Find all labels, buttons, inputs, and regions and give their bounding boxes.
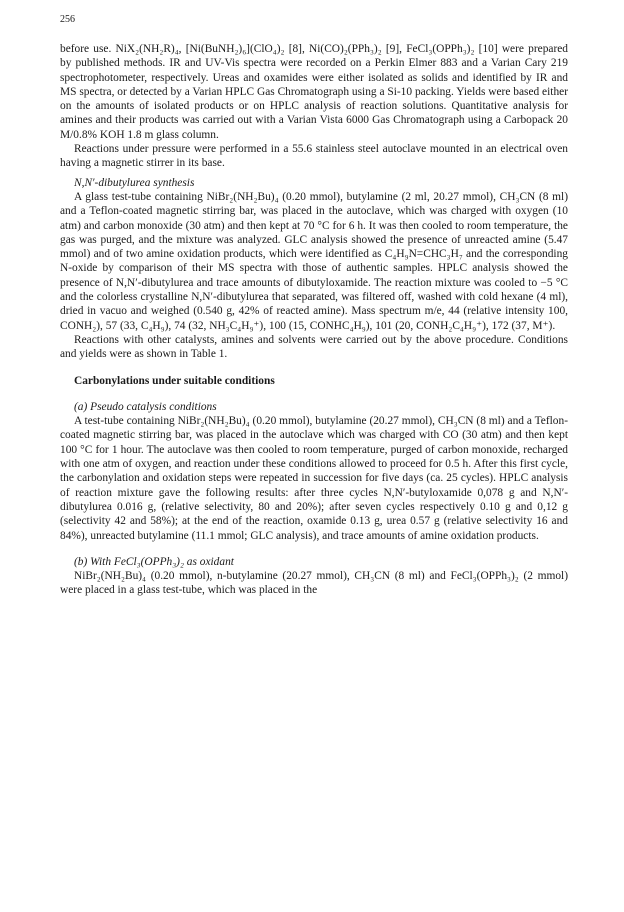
heading-carbonylations: Carbonylations under suitable conditions	[74, 374, 275, 387]
paragraph-autoclave: Reactions under pressure were performed in a 55.6 stainless steel autoclave mounted in an electrical oven having a magnetic stirrer in its base.	[60, 143, 568, 170]
paragraph-urea-synthesis: A glass test-tube containing NiBr₂(NH₂Bu)₄ (0.20 mmol), butylamine (2 ml, 20.27 mmol), CH₃CN (8 ml) and a Teflon-coated magnetic stirring bar, was placed in the autoclave, which was charged with oxygen (10 atm) and carbon monoxide (30 atm) and then kept at 70 °C for 6 h. It was then cooled to room temperature, the gas was purged, and the mixture was analyzed. GLC analysis showed the presence of unreacted amine (5.47 mmol) and of two amine oxidation products, which were identified as C₄H₉N=CHC₃H₇ and the corresponding N-oxide by comparison of their MS spectra with those of authentic samples. HPLC analysis showed the presence of N,N′-dibutylurea and trace amounts of dibutyloxamide. The reaction mixture was cooled to −5 °C and the colorless crystalline N,N′-dibutylurea that separated, was filtered off, washed with cold hexane (4 ml), dried in vacuo and weighed (0.540 g, 42% of reacted amine). Mass spectrum m/e, 44 (relative intensity 100, CONH₂), 57 (33, C₄H₉), 74 (32, NH₃C₄H₉⁺), 100 (15, CONHC₄H₉), 101 (20, CONH₂C₄H₉⁺), 172 (37, M⁺).	[60, 190, 568, 332]
heading-urea-synthesis: N,N′-dibutylurea synthesis	[74, 176, 195, 189]
paragraph-pseudo-catalysis: A test-tube containing NiBr₂(NH₂Bu)₄ (0.20 mmol), butylamine (20.27 mmol), CH₃CN (8 ml) and a Teflon-coated magnetic stirring bar, was placed in the autoclave which was charged with CO (30 atm) and then kept 100 °C for 1 hour. The autoclave was then cooled to room temperature, purged of carbon monoxide, recharged with one atm of oxygen, and reaction under these conditions allowed to proceed for 0.5 h. After this first cycle, the carbonylation and oxidation steps were repeated in succession for five days (ca. 25 cycles). HPLC analysis of reaction mixture gave the following results: after three cycles N,N′-butyloxamide 0,078 g and N,N′-dibutylurea 0.016 g, (relative selectivity, 80 and 20%); after seven cycles respectively 0.10 g and 0,12 g (selectivity 42 and 58%); at the end of the reaction, oxamide 0.13 g, urea 0.57 g (relative selectivity 16 and 84%), unreacted butylamine (11.1 mmol; GLC analysis), and trace amounts of amine oxidation products.	[60, 415, 568, 542]
paragraph-fecl3-oxidant: NiBr₂(NH₂Bu)₄ (0.20 mmol), n-butylamine (20.27 mmol), CH₃CN (8 ml) and FeCl₃(OPPh₃)₂ (2 mmol) were placed in a glass test-tube, which was placed in the	[60, 570, 568, 597]
page-number: 256	[60, 14, 75, 25]
heading-pseudo-catalysis: (a) Pseudo catalysis conditions	[74, 400, 217, 413]
heading-fecl3-oxidant: (b) With FeCl₃(OPPh₃)₂ as oxidant	[74, 555, 234, 568]
paragraph-materials: before use. NiX₂(NH₂R)₄, [Ni(BuNH₂)₆](ClO₄)₂ [8], Ni(CO)₂(PPh₃)₂ [9], FeCl₃(OPPh₃)₂ [10] were prepared by published methods. IR and UV-Vis spectra were recorded on a Perkin Elmer 883 and a Varian Cary 219 spectrophotometer, respectively. Ureas and oxamides were either isolated as solids and identified by IR and MS spectra, or detected by a Varian HPLC Gas Chromatograph using a Si-10 packing. Yields were based either on the amounts of isolated products or on HPLC analysis of reaction solutions. Quantitative analysis for amines and their products was carried out with a Varian Vista 6000 Gas Chromatograph using a Carbopack 20 M/0.8% KOH 1.8 m glass column.	[60, 43, 568, 141]
article-body	[60, 42, 568, 598]
paragraph-other-catalysts: Reactions with other catalysts, amines and solvents were carried out by the above procedure. Conditions and yields were as shown in Table 1.	[60, 333, 568, 361]
